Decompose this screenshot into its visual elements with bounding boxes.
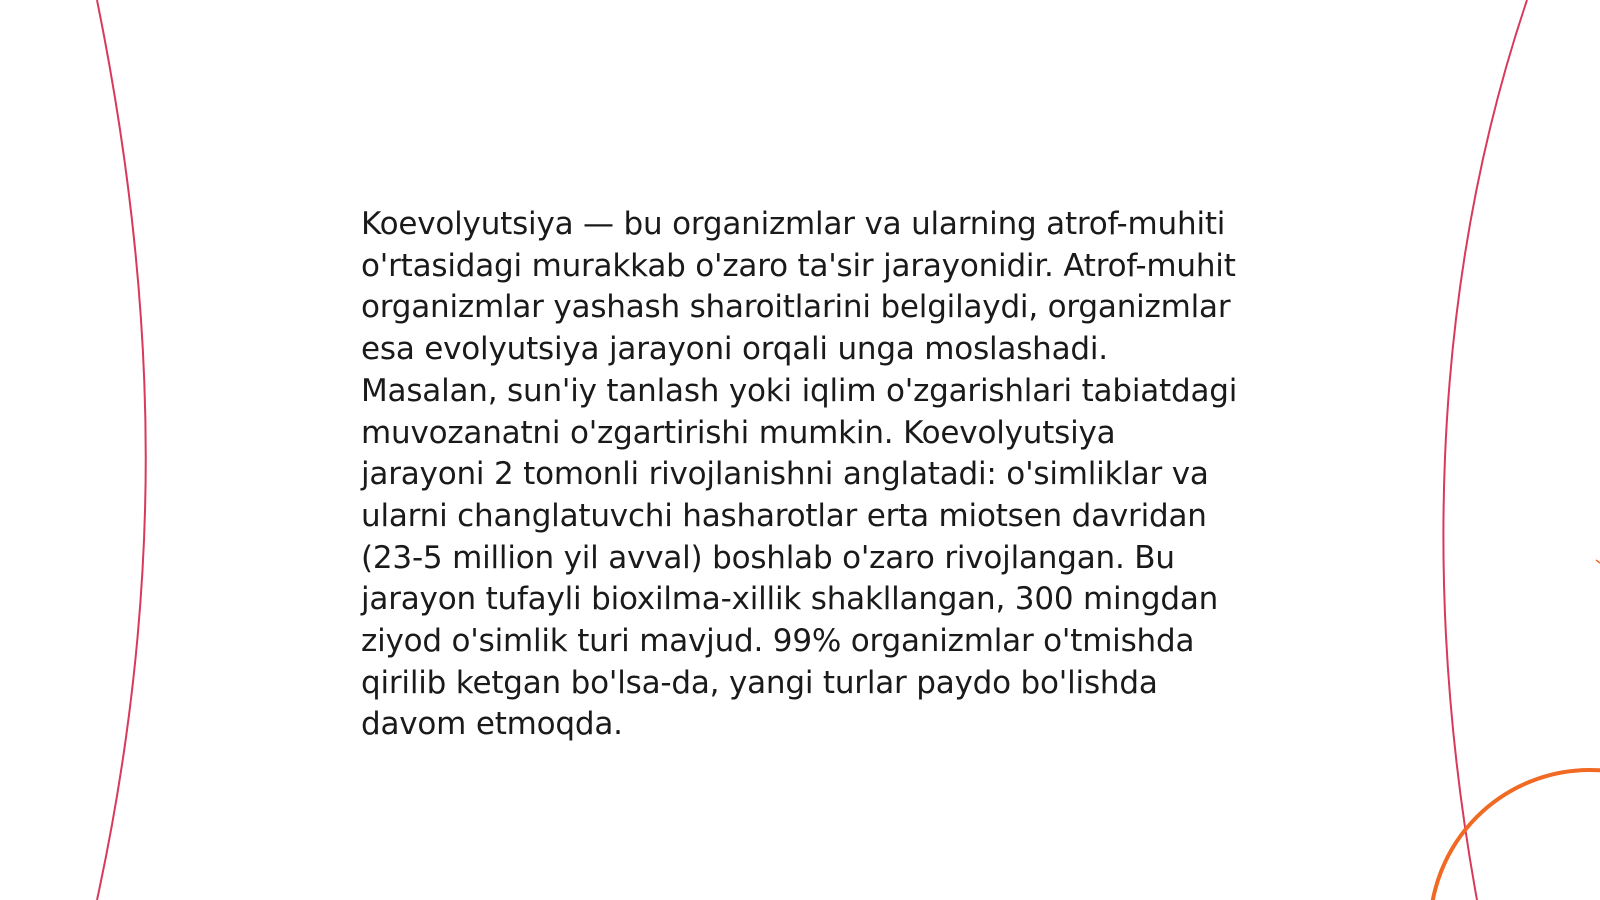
slide-body-text: Koevolyutsiya — bu organizmlar va ularning atrof-muhiti o'rtasidagi murakkab o'zaro ta'sir jarayonidir. Atrof-muhit organizmlar yashash sharoitlarini belgilaydi, organizmlar esa evolyutsiya jarayoni orqali unga moslashadi. Masalan, sun'iy tanlash yoki iqlim o'zgarishlari tabiatdagi muvozanatni o'zgartirishi mumkin. Koevolyutsiya jarayoni 2 tomonli rivojlanishni anglatadi: o'simliklar va ularni changlatuvchi hasharotlar erta miotsen davridan (23-5 million yil avval) boshlab o'zaro rivojlangan. Bu jarayon tufayli bioxilma-xillik shakllangan, 300 mingdan ziyod o'simlik turi mavjud. 99% organizmlar o'tmishda qirilib ketgan bo'lsa-da, yangi turlar paydo bo'lishda davom etmoqda.: [361, 206, 1238, 743]
right-curve-line: [1443, 0, 1527, 900]
left-curve-line: [97, 0, 146, 900]
orange-circle-ring: [1430, 770, 1600, 900]
small-tick-mark: [1596, 560, 1600, 563]
